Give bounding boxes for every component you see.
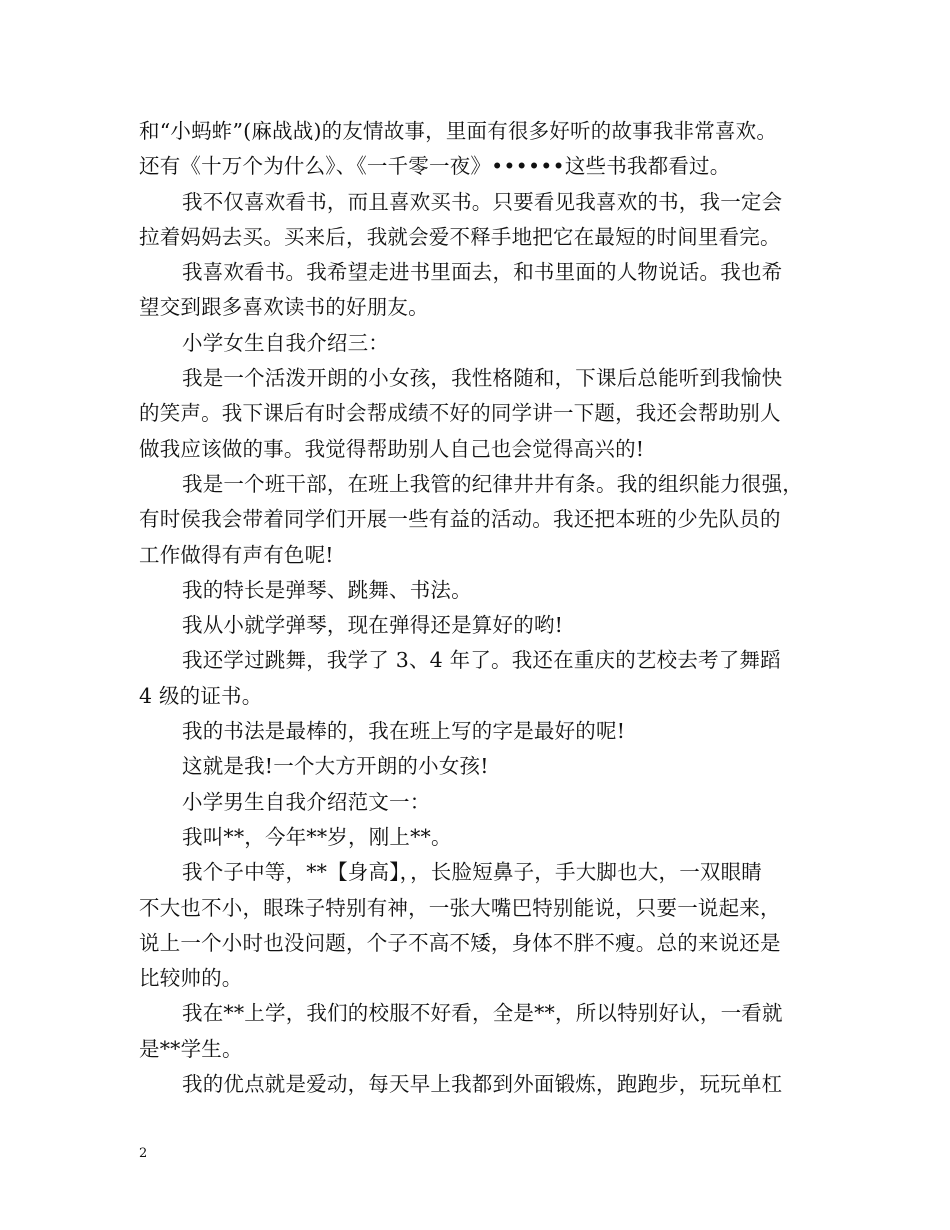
- text-line: 说上一个小时也没问题，个子不高不矮，身体不胖不瘦。总的来说还是: [139, 930, 781, 955]
- text-line: 我还学过跳舞，我学了 3、4 年了。我还在重庆的艺校去考了舞蹈: [182, 648, 781, 673]
- text-line: 我叫**，今年**岁，刚上**。: [182, 824, 452, 849]
- text-line: 做我应该做的事。我觉得帮助别人自己也会觉得高兴的!: [139, 436, 645, 461]
- text-line: 和“小蚂蚱”(麻战战)的友情故事，里面有很多好听的故事我非常喜欢。: [139, 119, 778, 143]
- text-line: 我是一个班干部，在班上我管的纪律井井有条。我的组织能力很强，: [182, 471, 803, 496]
- text-line: 比较帅的。: [139, 966, 243, 991]
- text-line: 的笑声。我下课后有时会帮成绩不好的同学讲一下题，我还会帮助别人: [139, 401, 781, 426]
- text-line: 4 级的证书。: [139, 683, 263, 708]
- text-line: 我不仅喜欢看书，而且喜欢买书。只要看见我喜欢的书，我一定会: [182, 189, 783, 214]
- document-body: [139, 114, 829, 1102]
- text-line: 望交到跟多喜欢读书的好朋友。: [139, 295, 429, 320]
- text-line: 我的特长是弹琴、跳舞、书法。: [182, 577, 472, 602]
- text-line: 这就是我!一个大方开朗的小女孩!: [182, 754, 489, 779]
- text-line: 还有《十万个为什么》、《一千零一夜》••••••这些书我都看过。: [139, 154, 731, 179]
- text-line: 拉着妈妈去买。买来后，我就会爱不释手地把它在最短的时间里看完。: [139, 224, 781, 249]
- text-line: 我的优点就是爱动，每天早上我都到外面锻炼，跑跑步，玩玩单杠: [182, 1072, 783, 1097]
- text-line: 我个子中等，**【身高】，，长脸短鼻子，手大脚也大，一双眼睛: [182, 860, 762, 885]
- text-line: 我在**上学，我们的校服不好看，全是**，所以特别好认，一看就: [182, 1001, 783, 1026]
- text-line: 工作做得有声有色呢!: [139, 542, 334, 567]
- text-line: 我喜欢看书。我希望走进书里面去，和书里面的人物说话。我也希: [182, 260, 783, 285]
- text-line: 不大也不小，眼珠子特别有神，一张大嘴巴特别能说，只要一说起来，: [139, 895, 781, 920]
- text-line: 我是一个活泼开朗的小女孩，我性格随和，下课后总能听到我愉快: [182, 366, 783, 391]
- text-line: 小学男生自我介绍范文一：: [182, 789, 431, 814]
- text-line: 小学女生自我介绍三：: [182, 330, 389, 355]
- text-line: 我的书法是最棒的，我在班上写的字是最好的呢!: [182, 719, 626, 744]
- page-number: 2: [139, 1146, 148, 1161]
- text-line: 我从小就学弹琴，现在弹得还是算好的哟!: [182, 613, 564, 638]
- text-line: 是**学生。: [139, 1036, 243, 1061]
- text-line: 有时侯我会带着同学们开展一些有益的活动。我还把本班的少先队员的: [139, 507, 781, 532]
